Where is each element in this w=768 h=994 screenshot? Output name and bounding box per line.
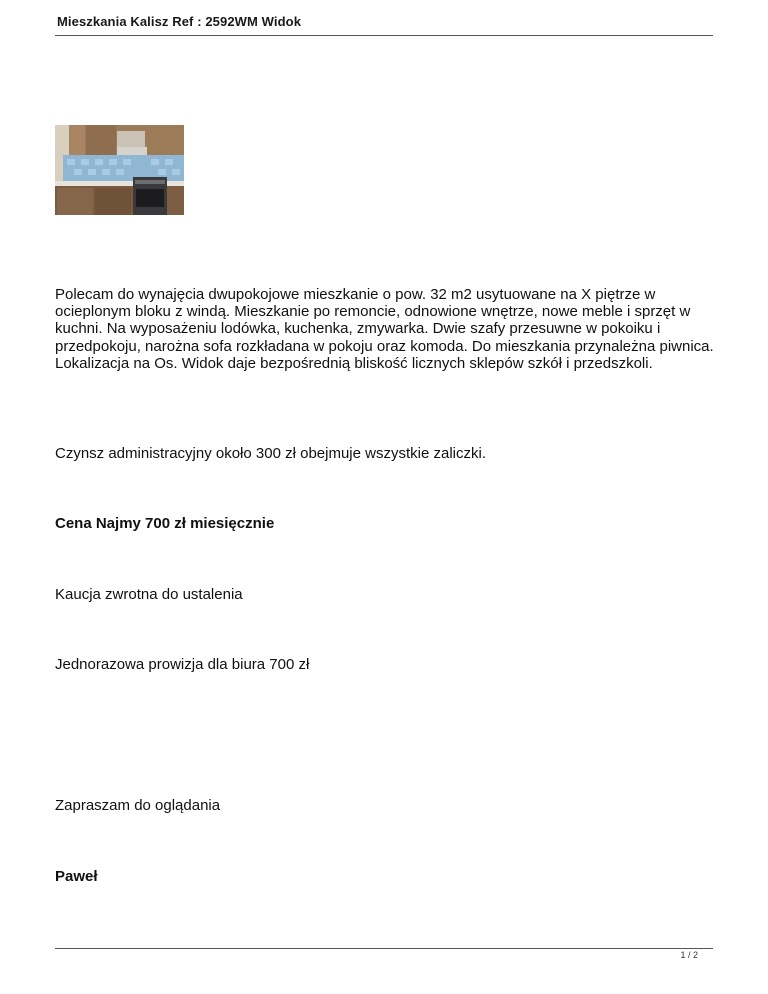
description-paragraph: Polecam do wynajęcia dwupokojowe mieszkanie o pow. 32 m2 usytuowane na X piętrze w ocieplonym bloku z windą. Mieszkanie po remoncie, odnowione wnętrze, nowe meble i sprzęt w kuchni. Na wyposażeniu lodówka, kuchenka, zmywarka. Dwie szafy przesuwne w pokoiku i przedpokoju, narożna sofa rozkładana w pokoju oraz komoda. Do mieszkania przynależna piwnica. Lokalizacja na Os. Widok daje bezpośrednią bliskość licznych sklepów szkół i przedszkoli. <box>55 286 714 372</box>
rent-fee-paragraph: Czynsz administracyjny około 300 zł obejmuje wszystkie zaliczki. <box>55 445 486 462</box>
page-number: 1 / 2 <box>680 950 698 960</box>
price-line: Cena Najmy 700 zł miesięcznie <box>55 515 275 532</box>
document-title: Mieszkania Kalisz Ref : 2592WM Widok <box>57 14 302 29</box>
deposit-line: Kaucja zwrotna do ustalenia <box>55 586 243 603</box>
commission-line: Jednorazowa prowizja dla biura 700 zł <box>55 656 310 673</box>
footer-divider <box>55 948 713 949</box>
header-divider <box>55 35 713 36</box>
kitchen-photo <box>55 125 184 215</box>
invitation-line: Zapraszam do oglądania <box>55 797 221 814</box>
signature: Paweł <box>55 868 98 885</box>
